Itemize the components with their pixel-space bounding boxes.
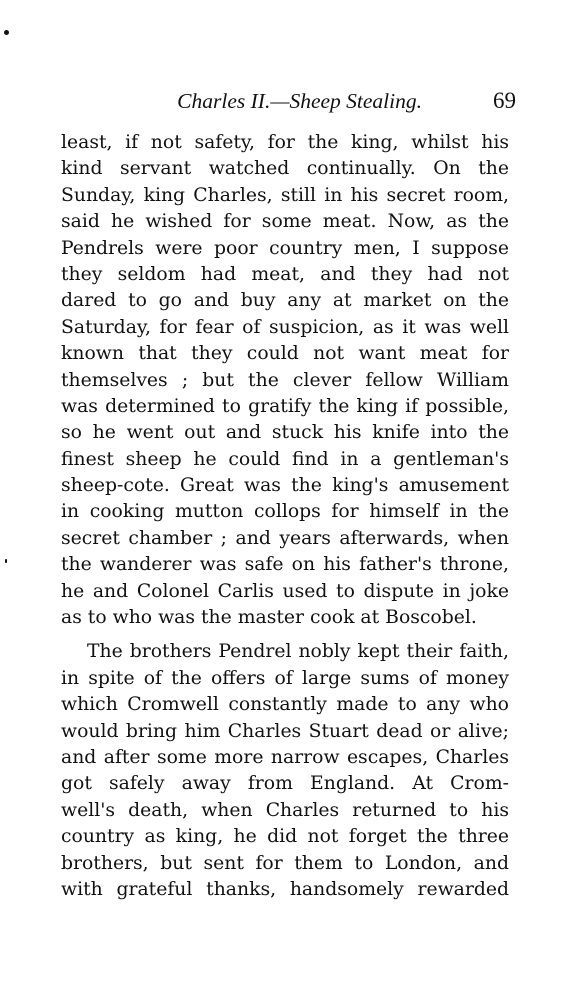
text-line: in spite of the offers of large sums of money [61,667,509,689]
text-line: Saturday, for fear of suspicion, as it was well [61,316,509,338]
text-line: Sunday, king Charles, still in his secret room, [61,184,509,206]
text-line: he and Colonel Carlis used to dispute in joke [61,580,509,602]
ink-speck [4,30,9,35]
text-line: kind servant watched continually. On the [61,158,509,180]
running-header [60,86,516,116]
text-line: the wanderer was safe on his father's throne, [61,554,509,576]
text-line: Pendrels were poor country men, I suppose [61,237,509,259]
text-line: as to who was the master cook at Boscobel. [61,607,477,629]
text-line: least, if not safety, for the king, whilst his [61,132,509,153]
ink-speck [5,559,7,563]
text-line: The brothers Pendrel nobly kept their faith, [87,641,509,663]
paragraph-1 [61,130,509,631]
body-text [61,130,509,903]
text-line: finest sheep he could find in a gentleman's [61,448,509,470]
text-line: themselves ; but the clever fellow William [61,369,509,391]
text-line: secret chamber ; and years afterwards, when [61,527,509,549]
text-line: so he went out and stuck his knife into the [61,422,509,444]
text-line: was determined to gratify the king if possible, [61,395,509,417]
text-line: dared to go and buy any at market on the [61,290,509,312]
page-number: 69 [493,88,516,113]
text-line: would bring him Charles Stuart dead or alive; [61,720,509,742]
text-line: sheep-cote. Great was the king's amusement [61,475,509,497]
text-line: in cooking mutton collops for himself in the [61,501,509,523]
text-line: got safely away from England. At Crom- [61,773,509,795]
text-line: said he wished for some meat. Now, as the [61,211,509,233]
text-line: well's death, when Charles returned to his [61,799,509,821]
text-line: which Cromwell constantly made to any who [61,694,509,716]
paragraph-2 [61,639,509,903]
text-line: with grateful thanks, handsomely rewarded [61,878,509,900]
text-line: they seldom had meat, and they had not [61,263,509,285]
text-line: country as king, he did not forget the three [61,826,509,848]
text-line: and after some more narrow escapes, Charles [61,746,509,768]
running-title: Charles II.—Sheep Stealing. [177,89,422,113]
paragraph-gap [61,631,509,639]
text-line: brothers, but sent for them to London, and [61,852,509,874]
text-line: known that they could not want meat for [61,343,509,365]
